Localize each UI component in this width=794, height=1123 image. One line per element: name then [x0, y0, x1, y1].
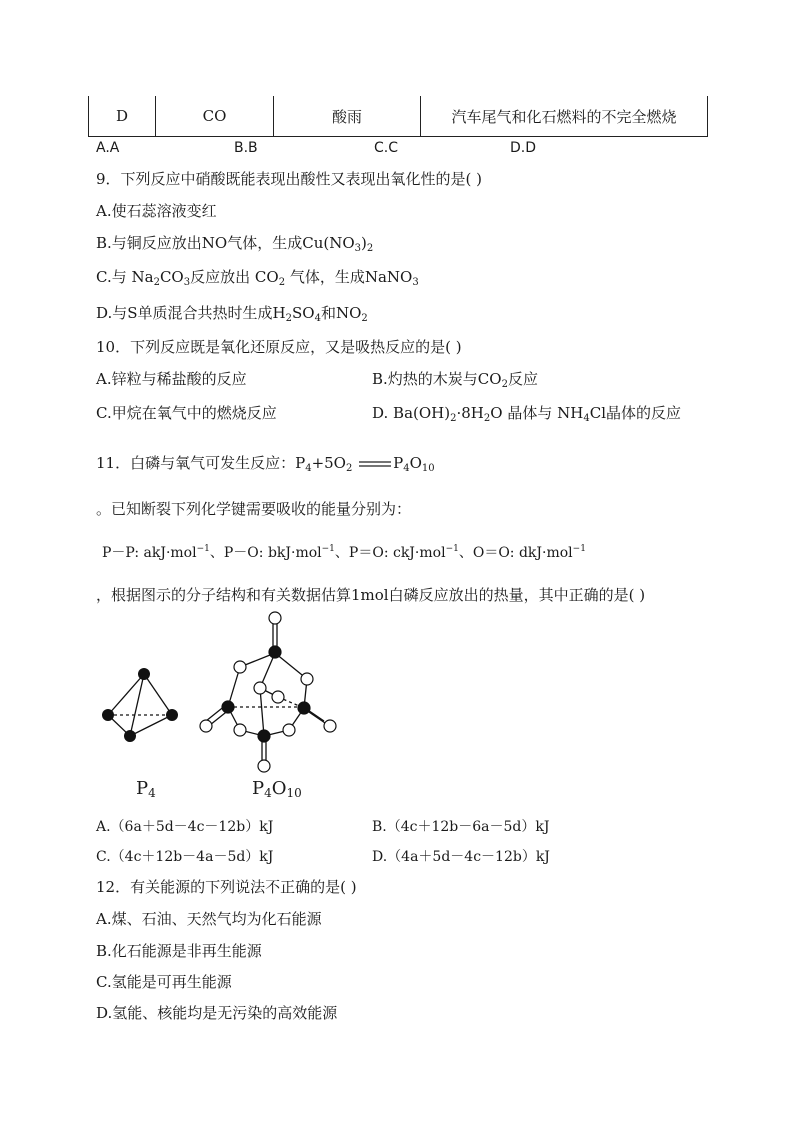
- subscript: 4: [305, 463, 312, 474]
- q11-option-b: B.（4c＋12b－6a－5d）kJ: [372, 819, 550, 835]
- text: 反应放出: [190, 268, 251, 286]
- subscript: 10: [421, 463, 435, 474]
- subscript: 3: [183, 277, 191, 288]
- question-10-stem: 10．下列反应既是氧化还原反应，又是吸热反应的是( ): [96, 338, 462, 356]
- superscript: −1: [572, 544, 586, 554]
- formula: P: [393, 454, 404, 472]
- q12-option-b: B.化石能源是非再生能源: [96, 942, 262, 960]
- subscript: 4: [148, 786, 156, 800]
- table-cell: D: [89, 96, 156, 137]
- superscript: −1: [196, 544, 210, 554]
- q9-option-d: [96, 302, 368, 324]
- table-cell: CO: [156, 96, 274, 137]
- q12-option-c: C.氢能是可再生能源: [96, 973, 232, 991]
- subscript: 10: [286, 786, 302, 800]
- formula: P: [136, 778, 149, 799]
- subscript: 2: [361, 313, 368, 324]
- text: 、P＝O: ckJ·mol: [334, 545, 446, 561]
- subscript: 2: [278, 277, 286, 288]
- formula: +5O: [311, 454, 346, 472]
- formula: ): [361, 234, 367, 252]
- q9-option-b: [96, 232, 373, 254]
- subscript: 2: [285, 313, 293, 324]
- label-p4o10: [252, 778, 302, 800]
- label-p4: [136, 778, 156, 800]
- text: C.与: [96, 268, 127, 286]
- formula: P: [295, 454, 306, 472]
- formula: SO: [292, 304, 315, 322]
- text: B.灼热的木炭与: [372, 370, 478, 388]
- subscript: 3: [412, 277, 419, 288]
- formula: NaNO: [364, 268, 413, 286]
- text: 反应: [507, 370, 538, 388]
- formula: CO: [254, 268, 279, 286]
- subscript: 2: [450, 413, 457, 424]
- subscript: 3: [354, 243, 362, 254]
- superscript: −1: [445, 544, 459, 554]
- formula: Na: [131, 268, 154, 286]
- formula: Cl: [589, 404, 607, 422]
- q10-option-c: C.甲烷在氧气中的燃烧反应: [96, 404, 277, 422]
- q10-option-b: [372, 368, 538, 390]
- q9-option-a: A.使石蕊溶液变红: [96, 202, 217, 220]
- formula: H: [272, 304, 286, 322]
- text: 晶体与: [507, 404, 553, 422]
- q11-option-c: C.（4c＋12b－4a－5d）kJ: [96, 849, 274, 865]
- formula: O: [490, 404, 503, 422]
- q11-line-3: ，根据图示的分子结构和有关数据估算1mol白磷反应放出的热量，其中正确的是( ): [96, 586, 646, 604]
- text: D.: [372, 404, 389, 422]
- q11-option-a: A.（6a＋5d－4c－12b）kJ: [96, 819, 274, 835]
- formula: ·8H: [456, 404, 484, 422]
- q12-option-a: A.煤、石油、天然气均为化石能源: [96, 910, 322, 928]
- choice-c: C.C: [374, 140, 399, 156]
- bond-energies: [102, 542, 586, 562]
- formula: CO: [159, 268, 184, 286]
- subscript: 4: [583, 413, 590, 424]
- superscript: −1: [321, 544, 335, 554]
- q11-option-d: D.（4a＋5d－4c－12b）kJ: [372, 849, 550, 865]
- question-11-stem: [96, 452, 435, 474]
- equals-arrow-icon: [357, 459, 393, 469]
- table-cell: 酸雨: [274, 96, 421, 137]
- text: 11．白磷与氧气可发生反应：: [96, 454, 296, 472]
- q12-option-d: D.氢能、核能均是无污染的高效能源: [96, 1004, 338, 1022]
- p4-molecule-icon: [102, 668, 178, 742]
- subscript: 2: [345, 463, 353, 474]
- text: 和: [320, 304, 336, 322]
- question-9-stem: 9．下列反应中硝酸既能表现出酸性又表现出氧化性的是( ): [96, 170, 483, 188]
- q11-line-2: 。已知断裂下列化学键需要吸收的能量分别为：: [96, 500, 412, 518]
- formula: Ba(OH): [393, 404, 451, 422]
- question-12-stem: 12．有关能源的下列说法不正确的是( ): [96, 878, 357, 896]
- formula: NH: [557, 404, 584, 422]
- choice-d: D.D: [510, 140, 537, 156]
- text: 晶体的反应: [606, 404, 682, 422]
- text: 、O＝O: dkJ·mol: [458, 545, 573, 561]
- choice-b: B.B: [234, 140, 258, 156]
- q10-option-d: [372, 402, 681, 424]
- subscript: 4: [314, 313, 321, 324]
- formula: P: [252, 778, 265, 799]
- text: 气体，生成: [289, 268, 365, 286]
- subscript: 2: [366, 243, 374, 254]
- subscript: 4: [403, 463, 410, 474]
- formula: NO: [335, 304, 362, 322]
- formula: CO: [477, 370, 502, 388]
- subscript: 4: [264, 786, 272, 800]
- text: B.与铜反应放出NO气体，生成: [96, 234, 303, 252]
- molecule-figure: [90, 606, 350, 806]
- choice-a: A.A: [96, 140, 120, 156]
- answer-table: [88, 96, 708, 137]
- text: 、P－O: bkJ·mol: [209, 545, 322, 561]
- table-row: [89, 96, 708, 137]
- table-cell: 汽车尾气和化石燃料的不完全燃烧: [421, 96, 708, 137]
- subscript: 2: [483, 413, 491, 424]
- text: P－P: akJ·mol: [102, 545, 197, 561]
- q10-option-a: A.锌粒与稀盐酸的反应: [96, 370, 247, 388]
- subscript: 2: [501, 379, 508, 390]
- text: D.与S单质混合共热时生成: [96, 304, 273, 322]
- q9-option-c: [96, 266, 419, 288]
- formula: O: [409, 454, 422, 472]
- subscript: 2: [153, 277, 160, 288]
- formula: Cu(NO: [302, 234, 355, 252]
- formula: O: [271, 778, 287, 799]
